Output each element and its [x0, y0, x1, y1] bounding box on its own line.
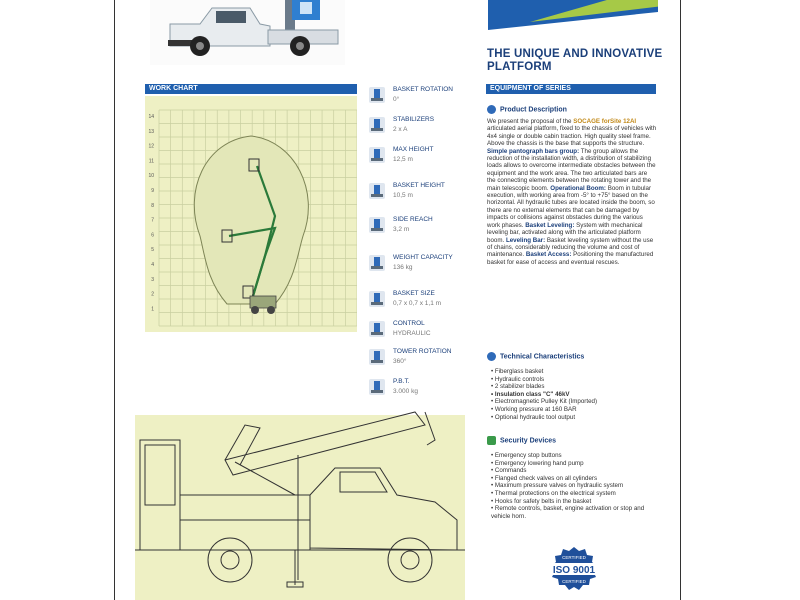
seal-bottom-text: CERTIFIED — [562, 579, 586, 584]
y-tick-label: 2 — [151, 291, 154, 298]
seal-main-text: ISO 9001 — [552, 565, 596, 576]
list-item: • Optional hydraulic tool output — [491, 414, 661, 422]
work-chart — [145, 96, 357, 332]
side-reach-icon — [368, 216, 386, 234]
intro-brand: SOCAGE forSite 12AI — [573, 118, 637, 125]
y-tick-label: 9 — [151, 188, 154, 194]
list-item: • Flanged check valves on all cylinders — [491, 475, 661, 483]
spec-value: 360° — [393, 358, 407, 365]
operational-boom-text: Boom in tubular execution, with working area from -5° to +75° based on the horizontal. All hydraulic tubes are located inside the boom, so there are no external elements that can be damaged by impacts or collisions against obstacles during the various work phases. — [487, 184, 655, 229]
seal-top-text: CERTIFIED — [562, 555, 586, 560]
main-title-line-2: PLATFORM — [487, 61, 552, 73]
spec-label: TOWER ROTATION — [393, 348, 452, 355]
y-tick-label: 4 — [151, 262, 154, 268]
y-tick-label: 6 — [151, 232, 154, 239]
list-item: • Emergency lowering hand pump — [491, 460, 661, 468]
list-item: • Maximum pressure valves on hydraulic system — [491, 482, 661, 490]
list-item: • Emergency stop buttons — [491, 452, 661, 460]
tower-rotation-icon — [368, 348, 386, 366]
intro-text-a: We present the proposal of the — [487, 118, 574, 125]
pbt-icon — [368, 378, 386, 396]
list-item: • Electromagnetic Pulley Kit (Imported) — [491, 398, 661, 406]
basket-access-title: Basket Access: — [525, 251, 572, 259]
y-tick-label: 5 — [151, 247, 154, 254]
intro-text-b: articulated aerial platform, fixed to the chassis of vehicles with 4x4 single or double cabin traction. High quality steel frame. Above the chassis is the base that supports the structure. — [487, 125, 657, 148]
y-tick-label: 8 — [151, 202, 154, 209]
max-height-icon — [368, 146, 386, 164]
list-item: • Hydraulic controls — [491, 376, 661, 384]
technical-list — [491, 368, 661, 421]
list-item: • Fiberglass basket — [491, 368, 661, 376]
basket-access-text: Positioning the manufactured basket for ease of access and eventual rescues. — [487, 251, 654, 266]
spec-value: 0,7 x 0,7 x 1,1 m — [393, 300, 442, 307]
security-list — [491, 452, 661, 520]
basket-leveling-title: Basket Leveling: — [525, 221, 575, 229]
work-chart-header: WORK CHART — [145, 84, 357, 94]
spec-value: HYDRAULIC — [393, 330, 431, 337]
list-item: • Thermal protections on the electrical system — [491, 490, 661, 498]
basket-rotation-icon — [368, 86, 386, 104]
leveling-bar-text: Basket leveling system without the use of chains, considerably reducing the volume and cost of maintenance. — [487, 236, 654, 259]
basket-size-icon — [368, 290, 386, 308]
security-heading — [487, 436, 556, 445]
product-description-heading-text: Product Description — [500, 106, 567, 114]
spec-label: P.B.T. — [393, 378, 410, 385]
spec-label: MAX HEIGHT — [393, 146, 434, 153]
spec-value: 10,5 m — [393, 192, 413, 199]
list-item: • Hooks for safety belts in the basket — [491, 498, 661, 506]
right-frame-line — [680, 0, 681, 600]
main-title — [487, 48, 677, 74]
y-tick-label: 11 — [148, 158, 154, 165]
truck-photo — [150, 0, 345, 65]
product-description-heading — [487, 105, 567, 114]
list-item: • Insulation class "C" 46kV — [491, 391, 661, 399]
spec-label: SIDE REACH — [393, 216, 433, 223]
list-item: • Commands — [491, 467, 661, 475]
gear-icon — [487, 352, 496, 361]
list-item: • Working pressure at 160 BAR — [491, 406, 661, 414]
list-item: • Remote controls, basket, engine activation or stop and vehicle horn. — [491, 505, 661, 520]
spec-value: 12,5 m — [393, 156, 413, 163]
basket-leveling-text: System with mechanical leveling bar, activated along with the articulated platform boom. — [487, 221, 643, 244]
spec-value: 3.000 kg — [393, 388, 418, 395]
iso-9001-seal — [543, 545, 605, 595]
y-tick-label: 14 — [148, 114, 154, 120]
basket-height-icon — [368, 182, 386, 200]
spec-value: 2 x A — [393, 126, 408, 133]
security-heading-text: Security Devices — [500, 437, 557, 445]
product-description-icon — [487, 105, 496, 114]
leveling-bar-title: Leveling Bar: — [505, 236, 546, 244]
pantograph-text: The group allows the reduction of the installation width, a distribution of stabilizing loads allows to overcome intermediate obstacles between the equipment and the work area. The two articulated bars are the connecting elements between the rotating tower and the main telescopic boom. — [487, 147, 656, 192]
y-tick-label: 1 — [151, 306, 154, 313]
weight-capacity-icon — [368, 254, 386, 272]
spec-label: CONTROL — [393, 320, 425, 327]
technical-heading — [487, 352, 584, 361]
left-frame-line — [114, 0, 115, 600]
main-title-line-1: THE UNIQUE AND INNOVATIVE — [487, 48, 663, 60]
shield-icon — [487, 436, 496, 445]
y-tick-label: 7 — [151, 217, 154, 224]
pantograph-title: Simple pantograph bars group: — [487, 147, 580, 155]
spec-label: STABILIZERS — [393, 116, 435, 123]
operational-boom-title: Operational Boom: — [550, 184, 606, 192]
spec-label: BASKET SIZE — [393, 290, 435, 297]
spec-value: 3,2 m — [393, 226, 410, 233]
equipment-series-header: EQUIPMENT OF SERIES — [486, 84, 656, 94]
spec-label: WEIGHT CAPACITY — [393, 254, 453, 261]
stabilizer-icon — [368, 116, 386, 134]
y-tick-label: 3 — [151, 276, 154, 283]
product-description-text — [487, 118, 657, 266]
technical-heading-text: Technical Characteristics — [500, 353, 585, 361]
control-icon — [368, 320, 386, 338]
y-tick-label: 12 — [148, 143, 154, 150]
spec-label: BASKET ROTATION — [393, 86, 453, 93]
list-item: • 2 stabilizer blades — [491, 383, 661, 391]
spec-value: 136 kg — [393, 264, 413, 271]
vehicle-technical-drawing — [135, 400, 475, 600]
y-tick-label: 13 — [148, 128, 154, 135]
spec-value: 0° — [393, 96, 400, 103]
spec-label: BASKET HEIGHT — [393, 182, 445, 189]
y-tick-label: 10 — [148, 173, 154, 180]
